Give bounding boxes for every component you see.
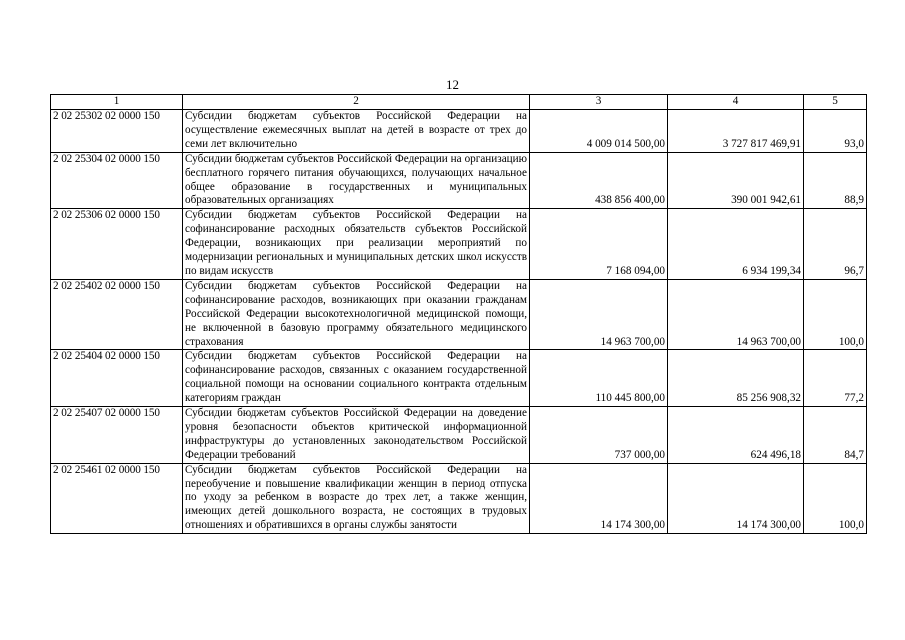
planned-amount-cell: 737 000,00 — [530, 407, 668, 464]
column-header: 4 — [668, 95, 804, 110]
percent-cell: 84,7 — [804, 407, 867, 464]
column-header: 1 — [51, 95, 183, 110]
table-row — [51, 463, 867, 534]
table-header-row — [51, 95, 867, 110]
percent-cell: 77,2 — [804, 350, 867, 407]
description-cell: Субсидии бюджетам субъектов Российской Федерации на организацию бесплатного горячего питания обучающихся, получающих начальное общее образование в государственных и муниципальных образовательных организациях — [183, 152, 530, 209]
budget-code-cell: 2 02 25461 02 0000 150 — [51, 463, 183, 534]
table-row — [51, 279, 867, 350]
budget-code-cell: 2 02 25304 02 0000 150 — [51, 152, 183, 209]
planned-amount-cell: 7 168 094,00 — [530, 209, 668, 280]
description-cell: Субсидии бюджетам субъектов Российской Федерации на осуществление ежемесячных выплат на детей в возрасте от трех до семи лет включительно — [183, 110, 530, 153]
executed-amount-cell: 14 174 300,00 — [668, 463, 804, 534]
planned-amount-cell: 438 856 400,00 — [530, 152, 668, 209]
percent-cell: 93,0 — [804, 110, 867, 153]
description-cell: Субсидии бюджетам субъектов Российской Федерации на софинансирование расходов, связанных с оказанием государственной социальной помощи на основании социального контракта отдельным категориям граждан — [183, 350, 530, 407]
budget-code-cell: 2 02 25407 02 0000 150 — [51, 407, 183, 464]
description-cell: Субсидии бюджетам субъектов Российской Федерации на доведение уровня безопасности объектов критической информационной инфраструктуры до установленных законодательством Российской Федерации требований — [183, 407, 530, 464]
table-row — [51, 209, 867, 280]
executed-amount-cell: 14 963 700,00 — [668, 279, 804, 350]
budget-code-cell: 2 02 25306 02 0000 150 — [51, 209, 183, 280]
description-cell: Субсидии бюджетам субъектов Российской Федерации на переобучение и повышение квалификации женщин в период отпуска по уходу за ребенком в возрасте до трех лет, а также женщин, имеющих детей дошкольного возраста, не состоящих в трудовых отношениях и обратившихся в органы службы занятости — [183, 463, 530, 534]
executed-amount-cell: 3 727 817 469,91 — [668, 110, 804, 153]
planned-amount-cell: 4 009 014 500,00 — [530, 110, 668, 153]
description-cell: Субсидии бюджетам субъектов Российской Федерации на софинансирование расходных обязательств субъектов Российской Федерации, возникающих при реализации мероприятий по модернизации региональных и муниципальных детских школ искусств по видам искусств — [183, 209, 530, 280]
executed-amount-cell: 6 934 199,34 — [668, 209, 804, 280]
percent-cell: 88,9 — [804, 152, 867, 209]
table-row — [51, 350, 867, 407]
table-row — [51, 152, 867, 209]
budget-code-cell: 2 02 25302 02 0000 150 — [51, 110, 183, 153]
description-cell: Субсидии бюджетам субъектов Российской Федерации на софинансирование расходов, возникающих при оказании гражданам Российской Федерации высокотехнологичной медицинской помощи, не включенной в базовую программу обязательного медицинского страхования — [183, 279, 530, 350]
percent-cell: 100,0 — [804, 463, 867, 534]
budget-code-cell: 2 02 25402 02 0000 150 — [51, 279, 183, 350]
budget-table — [50, 94, 867, 534]
column-header: 3 — [530, 95, 668, 110]
page-number: 12 — [446, 77, 459, 92]
percent-cell: 100,0 — [804, 279, 867, 350]
executed-amount-cell: 390 001 942,61 — [668, 152, 804, 209]
budget-code-cell: 2 02 25404 02 0000 150 — [51, 350, 183, 407]
planned-amount-cell: 110 445 800,00 — [530, 350, 668, 407]
percent-cell: 96,7 — [804, 209, 867, 280]
column-header: 2 — [183, 95, 530, 110]
column-header: 5 — [804, 95, 867, 110]
planned-amount-cell: 14 963 700,00 — [530, 279, 668, 350]
planned-amount-cell: 14 174 300,00 — [530, 463, 668, 534]
table-row — [51, 407, 867, 464]
executed-amount-cell: 85 256 908,32 — [668, 350, 804, 407]
table-row — [51, 110, 867, 153]
executed-amount-cell: 624 496,18 — [668, 407, 804, 464]
